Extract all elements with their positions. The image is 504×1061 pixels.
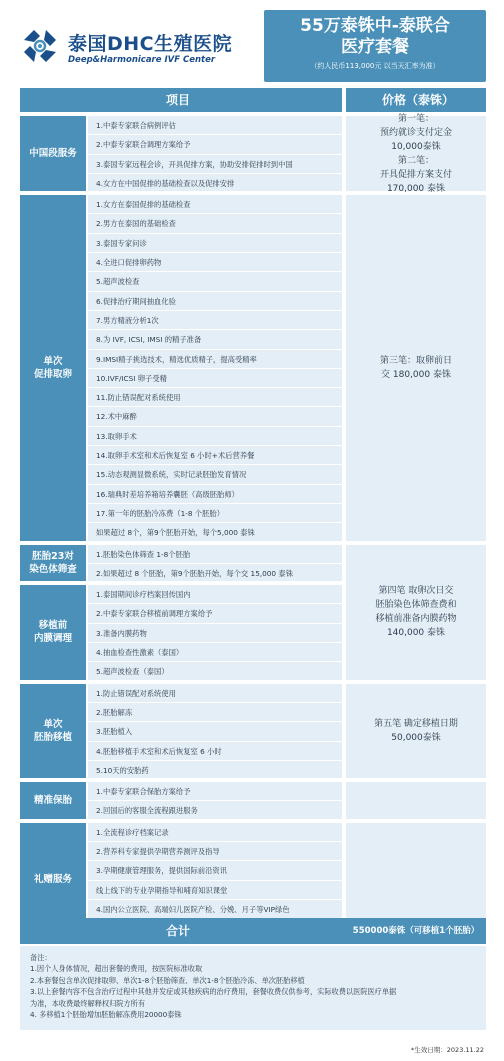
category-cell: 礼赠服务 — [20, 823, 86, 937]
list-item: 14.取卵手术室和术后恢复室 6 小时+术后营养餐 — [88, 446, 342, 465]
list-item: 6.促排治疗期间抽血化验 — [88, 292, 342, 311]
notes-box — [20, 946, 486, 1030]
list-item: 10.IVF/ICSI 卵子受精 — [88, 369, 342, 388]
list-item: 3.泰国专家远程会诊，开具促排方案，协助安排促排时到中国 — [88, 155, 342, 174]
list-item: 5.10天的安胎药 — [88, 761, 342, 780]
note-line: 2.本套餐包含单次促排取卵、单次1-8个胚胎筛查、单次1-8个胚胎冷冻、单次胚胎移植 — [30, 975, 305, 985]
list-item: 13.取卵手术 — [88, 427, 342, 446]
items-list — [88, 782, 342, 819]
list-item: 12.术中麻醉 — [88, 407, 342, 426]
column-header-price: 价格（泰铢） — [381, 93, 454, 107]
hospital-logo-icon — [20, 26, 60, 66]
list-item: 4.胚胎移植手术室和术后恢复室 6 小时 — [88, 742, 342, 761]
category-cell: 单次 胚胎移植 — [20, 684, 86, 779]
list-item: 2.营养科专家提供孕期营养测评及指导 — [88, 842, 342, 861]
list-item: 17.第一年的胚胎冷冻费（1-8 个胚胎） — [88, 504, 342, 523]
list-item: 如果超过 8个，第9个胚胎开始，每个5,000 泰铢 — [88, 523, 342, 542]
title-line-1: 55万泰铢中-泰联合 — [300, 16, 450, 36]
hospital-name-en: Deep&Harmonicare IVF Center — [68, 55, 216, 65]
category-cell: 胚胎23对 染色体筛查 — [20, 545, 86, 582]
list-item: 2.胚胎解冻 — [88, 703, 342, 722]
column-header-item: 项目 — [165, 93, 190, 107]
table-header — [20, 88, 486, 112]
list-item: 4.国内公立医院、高端妇儿医院产检、分娩、月子等VIP绿色 — [88, 900, 342, 919]
total-label: 合计 — [165, 924, 190, 938]
price-cell: 第五笔 确定移植日期 50,000泰铢 — [346, 684, 486, 779]
title-subtitle: （约人民币113,000元 以当天汇率为准） — [310, 62, 440, 70]
total-value: 550000泰铢（可移植1个胚胎） — [352, 926, 480, 936]
list-item: 7.男方精液分析1次 — [88, 311, 342, 330]
list-item: 线上线下的专业孕期指导和哺育知识课堂 — [88, 881, 342, 900]
price-cell: 第四笔 取卵次日交 胚胎染色体筛查费和 移植前准备内膜药物 140,000 泰铢 — [346, 545, 486, 680]
list-item: 1.防止错误配对系统使用 — [88, 684, 342, 703]
title-box — [264, 10, 486, 82]
list-item: 15.动态观测显微系统，实时记录胚胎发育情况 — [88, 465, 342, 484]
effective-date: *生效日期：2023.11.22 — [411, 1046, 484, 1054]
category-cell: 中国段服务 — [20, 116, 86, 191]
list-item: 5.超声波检查（泰国） — [88, 662, 342, 681]
hospital-name-cn: 泰国DHC生殖医院 — [68, 33, 233, 55]
category-cell: 精准保胎 — [20, 782, 86, 819]
items-list — [88, 545, 342, 582]
note-line: 4. 多移植1个胚胎增加胚胎解冻费用20000泰铢 — [30, 1010, 182, 1020]
note-line: 3.以上套餐内容不包含治疗过程中其他并发症或其他疾病的治疗费用，套餐收费仅供参考，实际收费以医院医疗单据 — [30, 987, 397, 997]
list-item: 3.胚胎植入 — [88, 722, 342, 741]
list-item: 5.超声波检查 — [88, 272, 342, 291]
list-item: 1.胚胎染色体筛查 1-8个胚胎 — [88, 545, 342, 564]
price-cell: 第一笔： 预约就诊支付定金 10,000泰铢 第二笔： 开具促排方案支付 170,000 泰铢 — [346, 116, 486, 191]
header — [0, 0, 504, 90]
list-item: 1.中泰专家联合病例评估 — [88, 116, 342, 135]
note-line: 为准，本收费最终解释权归院方所有 — [30, 998, 146, 1008]
items-list — [88, 195, 342, 540]
list-item: 3.准备内膜药物 — [88, 624, 342, 643]
items-list — [88, 116, 342, 191]
list-item: 8.为 IVF, ICSI, IMSI 的精子准备 — [88, 330, 342, 349]
category-cell: 移植前 内膜调理 — [20, 585, 86, 680]
price-cell-empty — [346, 782, 486, 819]
list-item: 3.泰国专家问诊 — [88, 234, 342, 253]
total-row — [20, 918, 486, 944]
note-line: 1.因个人身体情况，超出套餐的费用，按医院标准收取 — [30, 964, 203, 974]
package-table — [20, 113, 486, 942]
list-item: 4.抽血检查性激素（泰国） — [88, 643, 342, 662]
list-item: 2.中泰专家联合移植前调理方案给予 — [88, 604, 342, 623]
list-item: 1.全流程诊疗档案记录 — [88, 823, 342, 842]
list-item: 2.回国后的客服全流程跟进服务 — [88, 801, 342, 820]
list-item: 1.女方在泰国促排的基础检查 — [88, 195, 342, 214]
list-item: 9.IMSI精子挑选技术，精选优质精子，提高受精率 — [88, 350, 342, 369]
list-item: 11.防止错误配对系统使用 — [88, 388, 342, 407]
list-item: 16.瑞典时差培养箱培养囊胚（高级胚胎师） — [88, 485, 342, 504]
list-item: 2.男方在泰国的基础检查 — [88, 214, 342, 233]
items-list — [88, 684, 342, 779]
title-line-2: 医疗套餐 — [341, 37, 409, 57]
list-item: 2.中泰专家联合调理方案给予 — [88, 135, 342, 154]
list-item: 1.泰国期间诊疗档案回传国内 — [88, 585, 342, 604]
list-item: 2.如果超过 8 个胚胎，第9个胚胎开始，每个交 15,000 泰铢 — [88, 564, 342, 583]
list-item: 4.女方在中国促排的基础检查以及促排安排 — [88, 174, 342, 193]
list-item: 3.孕期健康管理服务，提供国际前沿资讯 — [88, 861, 342, 880]
items-list — [88, 585, 342, 680]
list-item: 4.全进口促排卵药物 — [88, 253, 342, 272]
list-item: 1.中泰专家联合保胎方案给予 — [88, 782, 342, 801]
price-cell: 第三笔：取卵前日 交 180,000 泰铢 — [346, 195, 486, 540]
category-cell: 单次 促排取卵 — [20, 195, 86, 540]
notes-title: 备注： — [30, 953, 52, 962]
